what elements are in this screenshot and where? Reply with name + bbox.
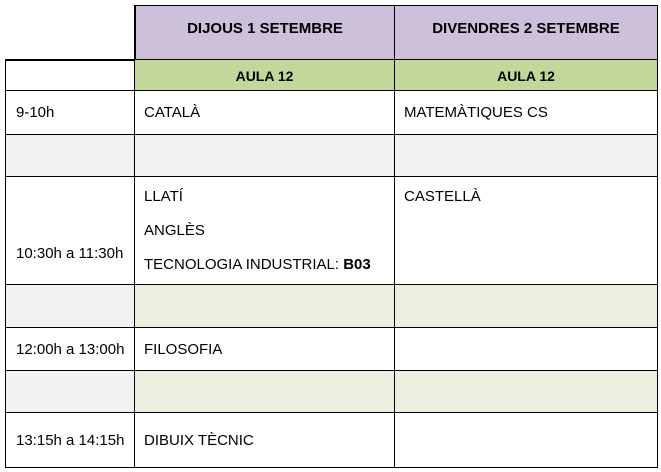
exam-cell-thursday-slot-3 — [135, 328, 395, 371]
break-row-thursday-cell — [135, 285, 395, 328]
exam-subject: MATEMÀTIQUES CS — [404, 104, 548, 121]
time-slot-2-label: 10:30h a 11:30h — [16, 245, 124, 262]
time-column-header — [5, 60, 135, 91]
room-header-friday-label: AULA 12 — [497, 68, 555, 84]
day-header-thursday-label: DIJOUS 1 SETEMBRE — [187, 20, 343, 37]
empty-corner-cell — [5, 5, 135, 60]
room-header-friday — [395, 60, 658, 91]
exam-subject: FILOSOFIA — [144, 340, 223, 358]
time-slot-4 — [5, 413, 135, 468]
exam-cell-friday-slot-1 — [395, 91, 658, 135]
time-slot-3 — [5, 328, 135, 371]
break-row-time-cell — [5, 285, 135, 328]
room-code: B03 — [343, 256, 371, 273]
room-header-thursday-label: AULA 12 — [235, 68, 294, 84]
exam-cell-friday-slot-3 — [395, 328, 658, 371]
time-slot-3-label: 12:00h a 13:00h — [16, 340, 125, 358]
break-row-thursday-cell — [135, 371, 395, 413]
exam-subject: TECNOLOGIA INDUSTRIAL: — [144, 256, 344, 273]
exam-subject: LLATÍ — [144, 188, 183, 205]
exam-subject: ANGLÈS — [144, 222, 205, 239]
exam-subject: CATALÀ — [144, 104, 201, 121]
exam-schedule-table — [5, 5, 658, 468]
exam-cell-thursday-slot-4 — [135, 413, 395, 468]
exam-subject: DIBUIX TÈCNIC — [144, 431, 254, 449]
break-row-friday-cell — [395, 135, 658, 177]
room-header-thursday — [135, 60, 395, 91]
day-header-friday-label: DIVENDRES 2 SETEMBRE — [432, 20, 620, 37]
break-row-friday-cell — [395, 371, 658, 413]
time-slot-4-label: 13:15h a 14:15h — [16, 431, 125, 449]
day-header-thursday — [135, 5, 395, 60]
break-row-friday-cell — [395, 285, 658, 328]
break-row-time-cell — [5, 371, 135, 413]
day-header-friday — [395, 5, 658, 60]
exam-subject: CASTELLÀ — [404, 188, 481, 205]
time-slot-1-label: 9-10h — [16, 104, 55, 121]
exam-cell-thursday-slot-1 — [135, 91, 395, 135]
break-row-thursday-cell — [135, 135, 395, 177]
break-row-time-cell — [5, 135, 135, 177]
exam-cell-friday-slot-2 — [395, 177, 658, 285]
exam-cell-friday-slot-4 — [395, 413, 658, 468]
time-slot-1 — [5, 91, 135, 135]
exam-cell-thursday-slot-2 — [135, 177, 395, 285]
time-slot-2 — [5, 177, 135, 285]
